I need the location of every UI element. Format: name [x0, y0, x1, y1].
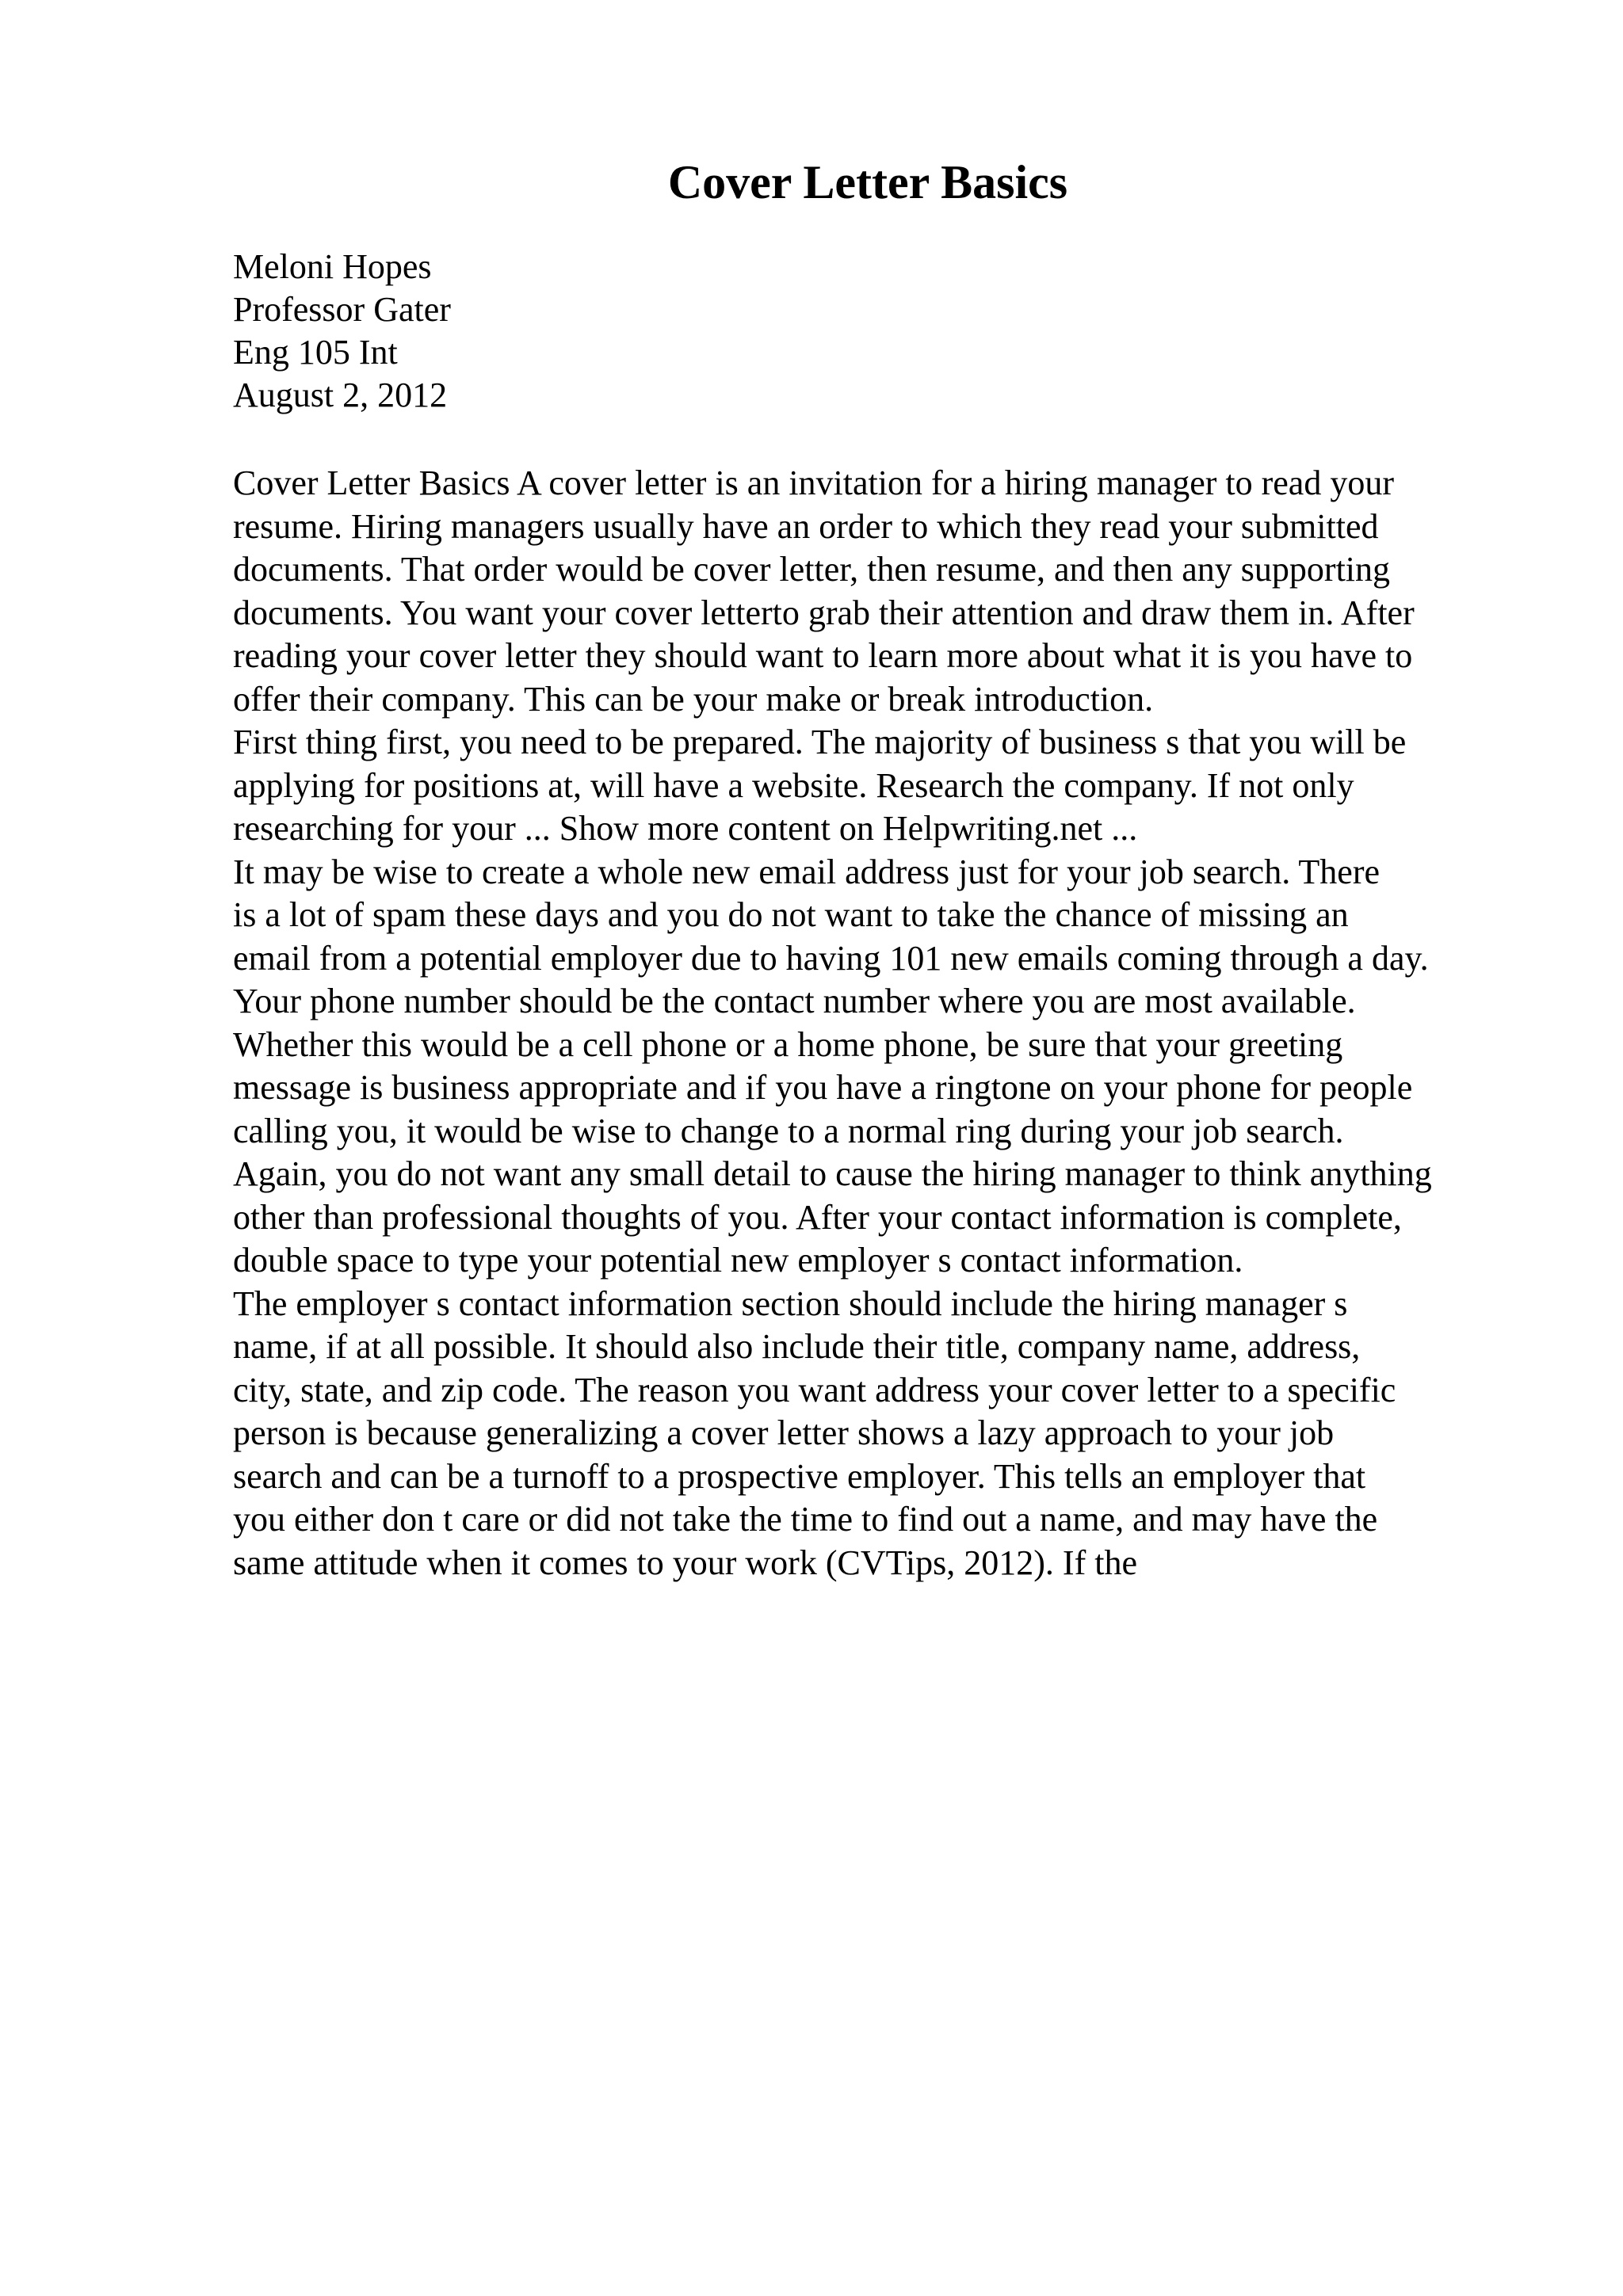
- letter-body: [233, 462, 1596, 1585]
- body-line: calling you, it would be wise to change to a normal ring during your job search.: [233, 1111, 1344, 1150]
- letter-date: August 2, 2012: [233, 376, 448, 414]
- body-line: The employer s contact information section should include the hiring manager s: [233, 1283, 1348, 1323]
- body-line: Again, you do not want any small detail to cause the hiring manager to think anything: [233, 1154, 1432, 1193]
- body-line: Whether this would be a cell phone or a home phone, be sure that your greeting: [233, 1024, 1343, 1064]
- body-line: resume. Hiring managers usually have an order to which they read your submitted: [233, 506, 1379, 546]
- document-title: Cover Letter Basics: [667, 156, 1068, 208]
- body-line: documents. That order would be cover letter, then resume, and then any supporting: [233, 550, 1391, 589]
- body-line: It may be wise to create a whole new email address just for your job search. There: [233, 852, 1380, 891]
- course-name: Eng 105 Int: [233, 333, 398, 372]
- body-line: documents. You want your cover letterto grab their attention and draw them in. After: [233, 593, 1415, 632]
- body-line: reading your cover letter they should want to learn more about what it is you have to: [233, 636, 1413, 675]
- body-line: email from a potential employer due to having 101 new emails coming through a day.: [233, 938, 1429, 978]
- body-line: double space to type your potential new employer s contact information.: [233, 1241, 1243, 1280]
- professor-name: Professor Gater: [233, 290, 451, 329]
- body-line: search and can be a turnoff to a prospective employer. This tells an employer that: [233, 1456, 1366, 1496]
- author-name: Meloni Hopes: [233, 247, 432, 286]
- body-line: name, if at all possible. It should also include their title, company name, address,: [233, 1327, 1361, 1366]
- body-line: other than professional thoughts of you. After your contact information is complete,: [233, 1197, 1402, 1237]
- letter-header: [233, 246, 1580, 417]
- body-line: Cover Letter Basics A cover letter is an invitation for a hiring manager to read your: [233, 463, 1394, 502]
- body-line: First thing first, you need to be prepared. The majority of business s that you will be: [233, 723, 1407, 761]
- body-line: same attitude when it comes to your work (CVTips, 2012). If the: [233, 1543, 1137, 1582]
- body-line: person is because generalizing a cover letter shows a lazy approach to your job: [233, 1413, 1335, 1452]
- body-line: researching for your ... Show more content on Helpwriting.net ...: [233, 809, 1138, 848]
- body-line: is a lot of spam these days and you do not want to take the chance of missing an: [233, 895, 1349, 934]
- body-line: applying for positions at, will have a website. Research the company. If not only: [233, 765, 1354, 805]
- body-line: you either don t care or did not take the time to find out a name, and may have the: [233, 1500, 1378, 1539]
- body-line: Your phone number should be the contact number where you are most available.: [233, 982, 1356, 1020]
- body-line: city, state, and zip code. The reason you want address your cover letter to a specific: [233, 1370, 1396, 1409]
- body-line: offer their company. This can be your make or break introduction.: [233, 679, 1154, 719]
- body-line: message is business appropriate and if you have a ringtone on your phone for people: [233, 1068, 1413, 1107]
